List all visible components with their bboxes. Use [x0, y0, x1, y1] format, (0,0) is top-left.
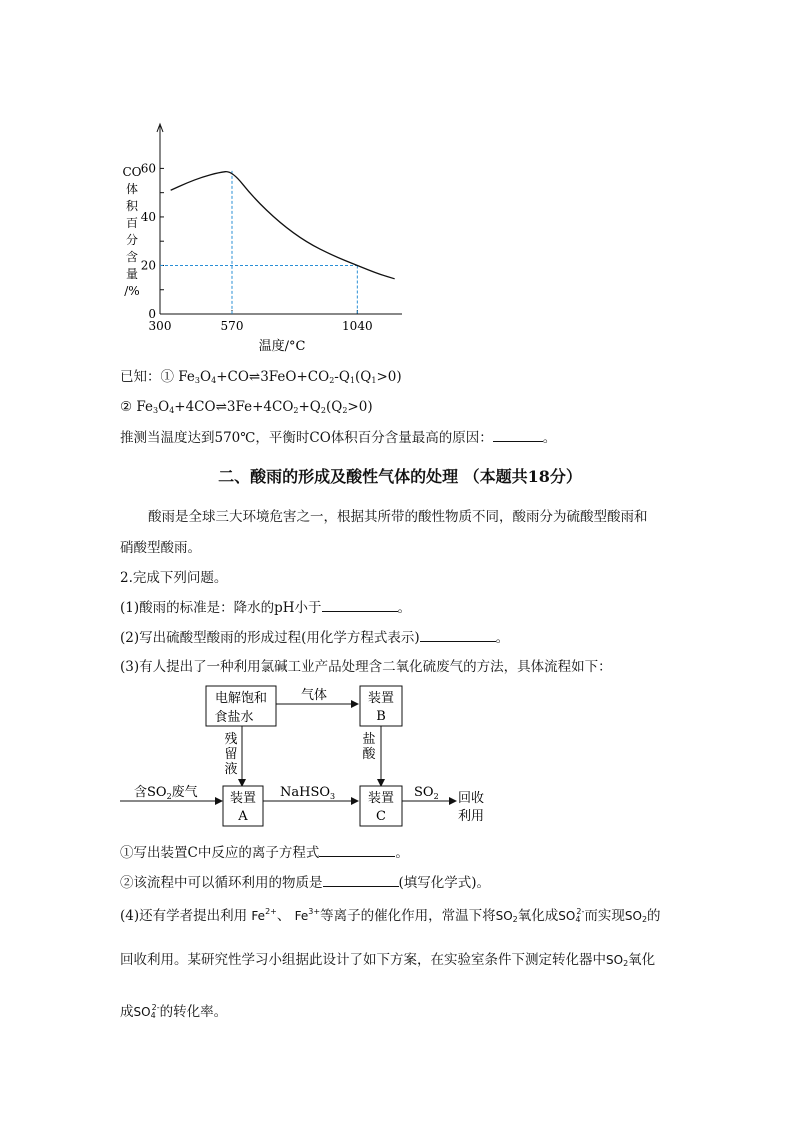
intro-line-1: 酸雨是全球三大环境危害之一，根据其所带的酸性物质不同，酸雨分为硫酸型酸雨和	[148, 509, 648, 525]
question-infer: 推测当温度达到570℃，平衡时CO体积百分含量最高的原因： 。	[120, 427, 556, 448]
y-axis-label-char: 百	[125, 216, 139, 230]
residue-char-3: 液	[224, 762, 238, 777]
device-c-label-2: C	[376, 809, 386, 824]
y-tick-label: 60	[140, 161, 156, 176]
y-axis-label-char: 体	[125, 182, 139, 196]
gas-label: 气体	[300, 688, 328, 703]
device-a-label-2: A	[238, 809, 248, 824]
residue-char-2: 留	[224, 747, 238, 762]
recycle-label-2: 利用	[458, 809, 485, 824]
process-flow-diagram	[118, 680, 518, 830]
question-4-line-2: 回收利用。某研究性学习小组据此设计了如下方案，在实验室条件下测定转化器中$SO_2$氧化	[120, 952, 656, 968]
answer-blank[interactable]	[322, 597, 398, 612]
question-4-line-3: 成$SO_4^{2-}$的转化率。	[120, 1003, 228, 1020]
answer-blank[interactable]	[493, 427, 543, 442]
feed-label: 含$SO_2$废气	[134, 785, 198, 801]
y-axis-label-char: 分	[125, 233, 139, 247]
known-reaction-1: 已知：① $Fe_3O_4+CO\rightleftharpoons 3FeO+CO_2-Q_1(Q_1>0)$	[120, 369, 402, 385]
co-percentage-curve	[171, 172, 395, 279]
device-c-label-1: 装置	[367, 791, 395, 806]
device-b-label-1: 装置	[367, 691, 395, 706]
y-axis-label-char: 量	[125, 267, 139, 281]
y-tick-label: 20	[140, 258, 156, 273]
nahso3-label: NaHSO$_3$	[280, 785, 336, 801]
y-axis-label-char: 积	[125, 199, 139, 213]
sub-question-2: ②该流程中可以循环利用的物质是 (填写化学式)。	[120, 872, 490, 893]
acid-char-1: 盐	[362, 732, 376, 747]
question-4-line-1: (4)还有学者提出利用 $Fe^{2+}$、 $Fe^{3+}$等离子的催化作用，常温下将$SO_2$氧化成$SO_4^{2-}$而实现$SO_2$的	[120, 907, 661, 924]
y-axis-label-char: 含	[125, 250, 139, 264]
y-axis-label-char: CO	[122, 165, 142, 179]
x-tick-label: 570	[220, 319, 244, 333]
sub-question-1: ①写出装置C中反应的离子方程式 。	[120, 842, 409, 863]
y-tick-label: 0	[148, 307, 156, 321]
x-tick-label: 1040	[342, 319, 373, 333]
residue-char-1: 残	[224, 732, 238, 747]
electrolysis-label-2: 食盐水	[214, 710, 254, 725]
known-reaction-2: ② $Fe_3O_4+4CO\rightleftharpoons 3Fe+4CO_2+Q_2(Q_2>0)$	[120, 399, 373, 415]
question-2-2: (2)写出硫酸型酸雨的形成过程(用化学方程式表示) 。	[120, 627, 509, 648]
intro-line-2: 硝酸型酸雨。	[120, 540, 201, 556]
x-axis-label: 温度/°C	[258, 339, 306, 354]
x-tick-label: 300	[148, 319, 172, 333]
question-2: 2.完成下列问题。	[120, 570, 228, 586]
device-b-label-2: B	[376, 709, 386, 724]
answer-blank[interactable]	[323, 872, 399, 887]
device-a-label-1: 装置	[229, 791, 257, 806]
y-tick-label: 40	[140, 209, 156, 224]
y-axis-label-char: /%	[124, 284, 140, 298]
so2-label: $SO_2$	[414, 785, 439, 801]
question-2-3: (3)有人提出了一种利用氯碱工业产品处理含二氧化硫废气的方法，具体流程如下：	[120, 659, 612, 675]
co-temperature-chart	[100, 118, 420, 358]
question-2-1: (1)酸雨的标准是：降水的pH小于 。	[120, 597, 411, 618]
recycle-label-1: 回收	[458, 791, 485, 806]
section-title: 二、酸雨的形成及酸性气体的处理 （本题共18分）	[218, 467, 582, 486]
acid-char-2: 酸	[362, 747, 376, 762]
answer-blank[interactable]	[319, 842, 395, 857]
electrolysis-label-1: 电解饱和	[214, 691, 268, 706]
answer-blank[interactable]	[420, 627, 496, 642]
